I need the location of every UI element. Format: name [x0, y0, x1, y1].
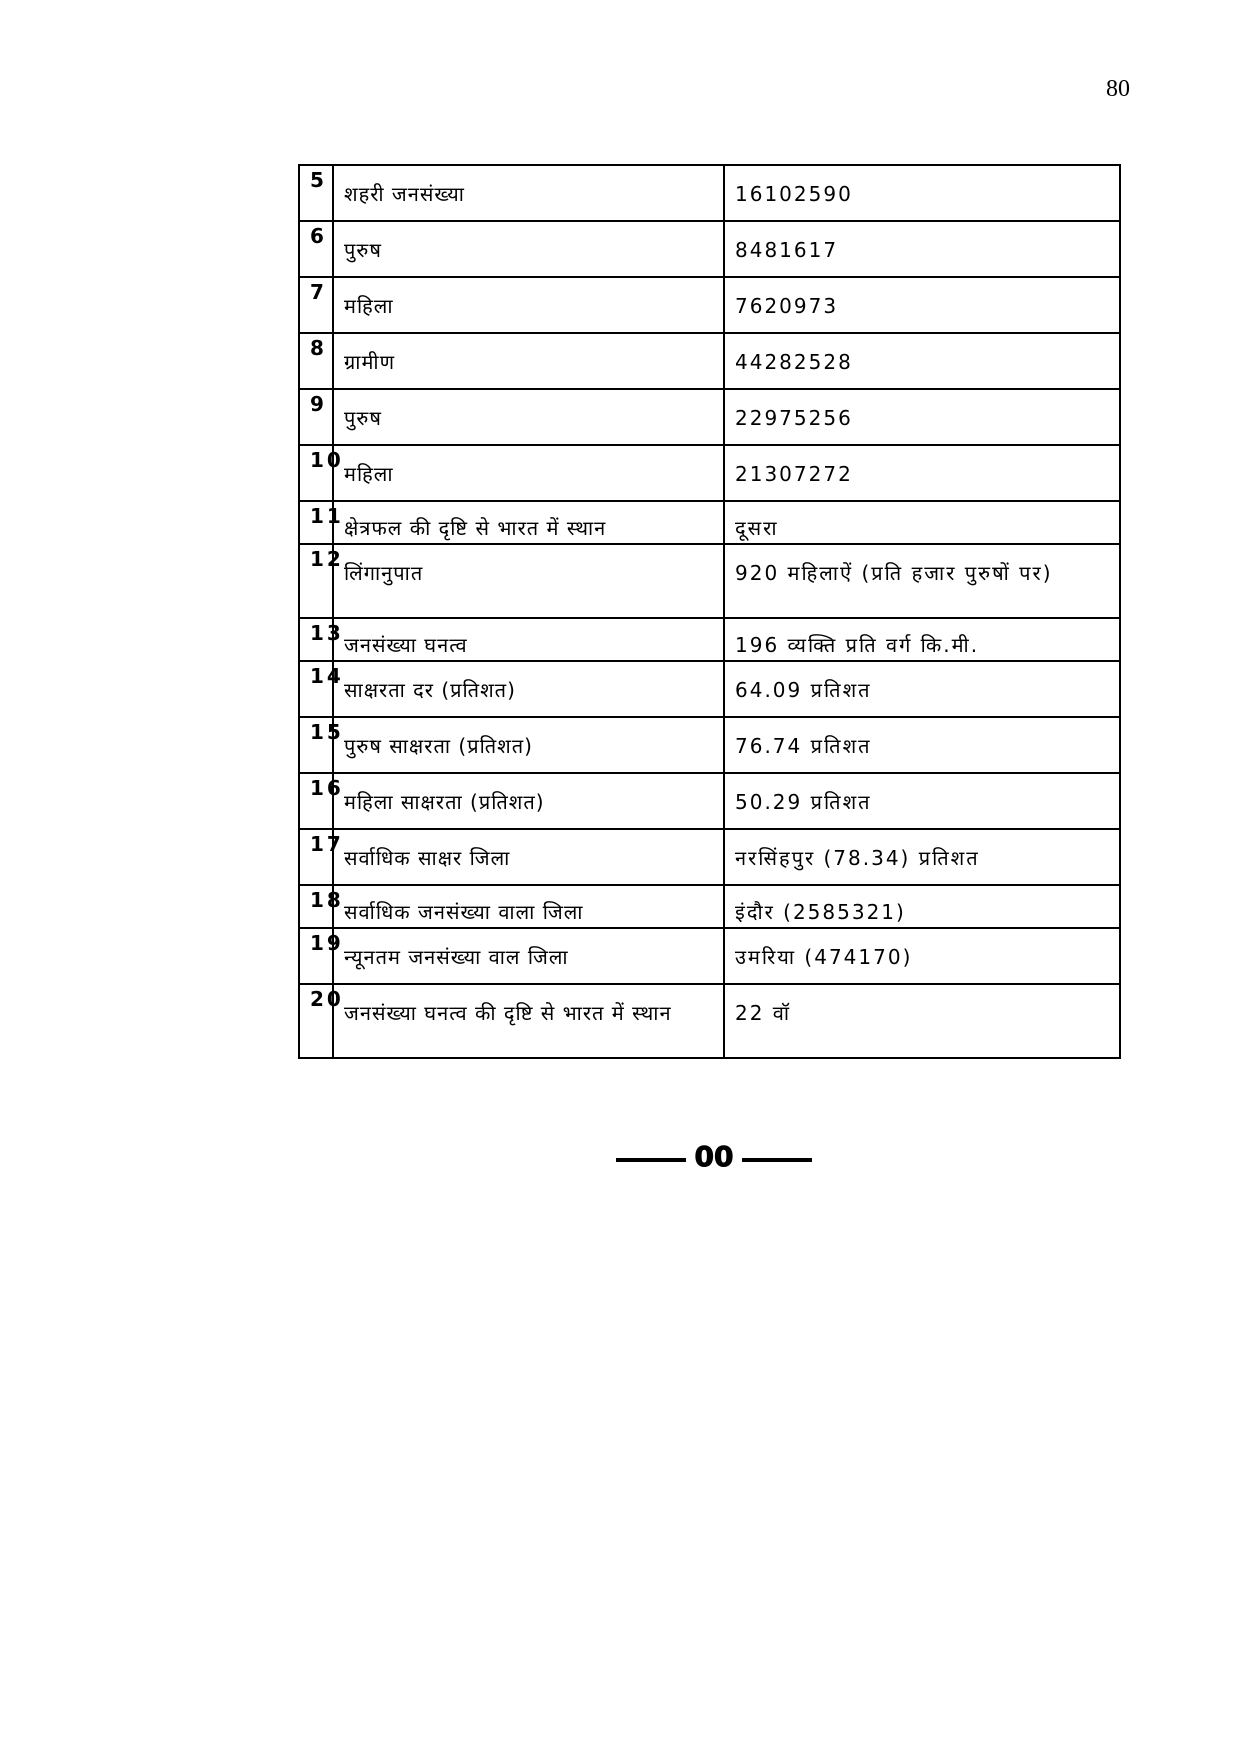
row-label: पुरुष साक्षरता (प्रतिशत)	[333, 717, 724, 773]
table-row	[299, 885, 1120, 928]
row-number: 5	[299, 165, 333, 221]
row-number: 20	[299, 984, 333, 1058]
row-label: सर्वाधिक साक्षर जिला	[333, 829, 724, 885]
row-label: जनसंख्या घनत्व की दृष्टि से भारत में स्थान	[333, 984, 724, 1058]
table-row	[299, 773, 1120, 829]
row-value: 16102590	[724, 165, 1120, 221]
row-value: 22975256	[724, 389, 1120, 445]
row-number: 7	[299, 277, 333, 333]
row-value: 50.29 प्रतिशत	[724, 773, 1120, 829]
row-label: शहरी जनसंख्या	[333, 165, 724, 221]
row-value: 920 महिलाऐं (प्रति हजार पुरुषों पर)	[724, 544, 1120, 618]
row-label: ग्रामीण	[333, 333, 724, 389]
row-label: सर्वाधिक जनसंख्या वाला जिला	[333, 885, 724, 928]
table-row	[299, 928, 1120, 984]
table-row	[299, 544, 1120, 618]
row-label: साक्षरता दर (प्रतिशत)	[333, 661, 724, 717]
row-label: जनसंख्या घनत्व	[333, 618, 724, 661]
row-number: 11	[299, 501, 333, 544]
row-number: 15	[299, 717, 333, 773]
row-label: न्यूनतम जनसंख्या वाल जिला	[333, 928, 724, 984]
row-label: पुरुष	[333, 221, 724, 277]
row-label: लिंगानुपात	[333, 544, 724, 618]
row-value: 22 वॉ	[724, 984, 1120, 1058]
row-value: 196 व्यक्ति प्रति वर्ग कि.मी.	[724, 618, 1120, 661]
row-value: 8481617	[724, 221, 1120, 277]
table-row	[299, 333, 1120, 389]
table-row	[299, 829, 1120, 885]
row-value: 21307272	[724, 445, 1120, 501]
row-number: 17	[299, 829, 333, 885]
row-value: उमरिया (474170)	[724, 928, 1120, 984]
table-row	[299, 221, 1120, 277]
row-value: 64.09 प्रतिशत	[724, 661, 1120, 717]
table-row	[299, 445, 1120, 501]
row-number: 9	[299, 389, 333, 445]
row-number: 13	[299, 618, 333, 661]
table-row	[299, 165, 1120, 221]
row-number: 18	[299, 885, 333, 928]
table-row	[299, 501, 1120, 544]
row-label: महिला साक्षरता (प्रतिशत)	[333, 773, 724, 829]
row-label: महिला	[333, 445, 724, 501]
table-row	[299, 717, 1120, 773]
table-row	[299, 277, 1120, 333]
row-number: 12	[299, 544, 333, 618]
end-mark-text: 00	[694, 1140, 734, 1170]
row-label: पुरुष	[333, 389, 724, 445]
row-value: 7620973	[724, 277, 1120, 333]
page-number: 80	[1106, 76, 1130, 102]
row-value: 76.74 प्रतिशत	[724, 717, 1120, 773]
statistics-table	[298, 164, 1121, 1059]
row-number: 8	[299, 333, 333, 389]
row-value: दूसरा	[724, 501, 1120, 544]
table-row	[299, 984, 1120, 1058]
row-number: 10	[299, 445, 333, 501]
table-row	[299, 618, 1120, 661]
row-value: 44282528	[724, 333, 1120, 389]
table-row	[299, 661, 1120, 717]
table-row	[299, 389, 1120, 445]
row-value: नरसिंहपुर (78.34) प्रतिशत	[724, 829, 1120, 885]
end-of-section-mark	[614, 1140, 814, 1170]
row-label: क्षेत्रफल की दृष्टि से भारत में स्थान	[333, 501, 724, 544]
row-number: 16	[299, 773, 333, 829]
row-label: महिला	[333, 277, 724, 333]
row-number: 19	[299, 928, 333, 984]
row-value: इंदौर (2585321)	[724, 885, 1120, 928]
row-number: 6	[299, 221, 333, 277]
row-number: 14	[299, 661, 333, 717]
